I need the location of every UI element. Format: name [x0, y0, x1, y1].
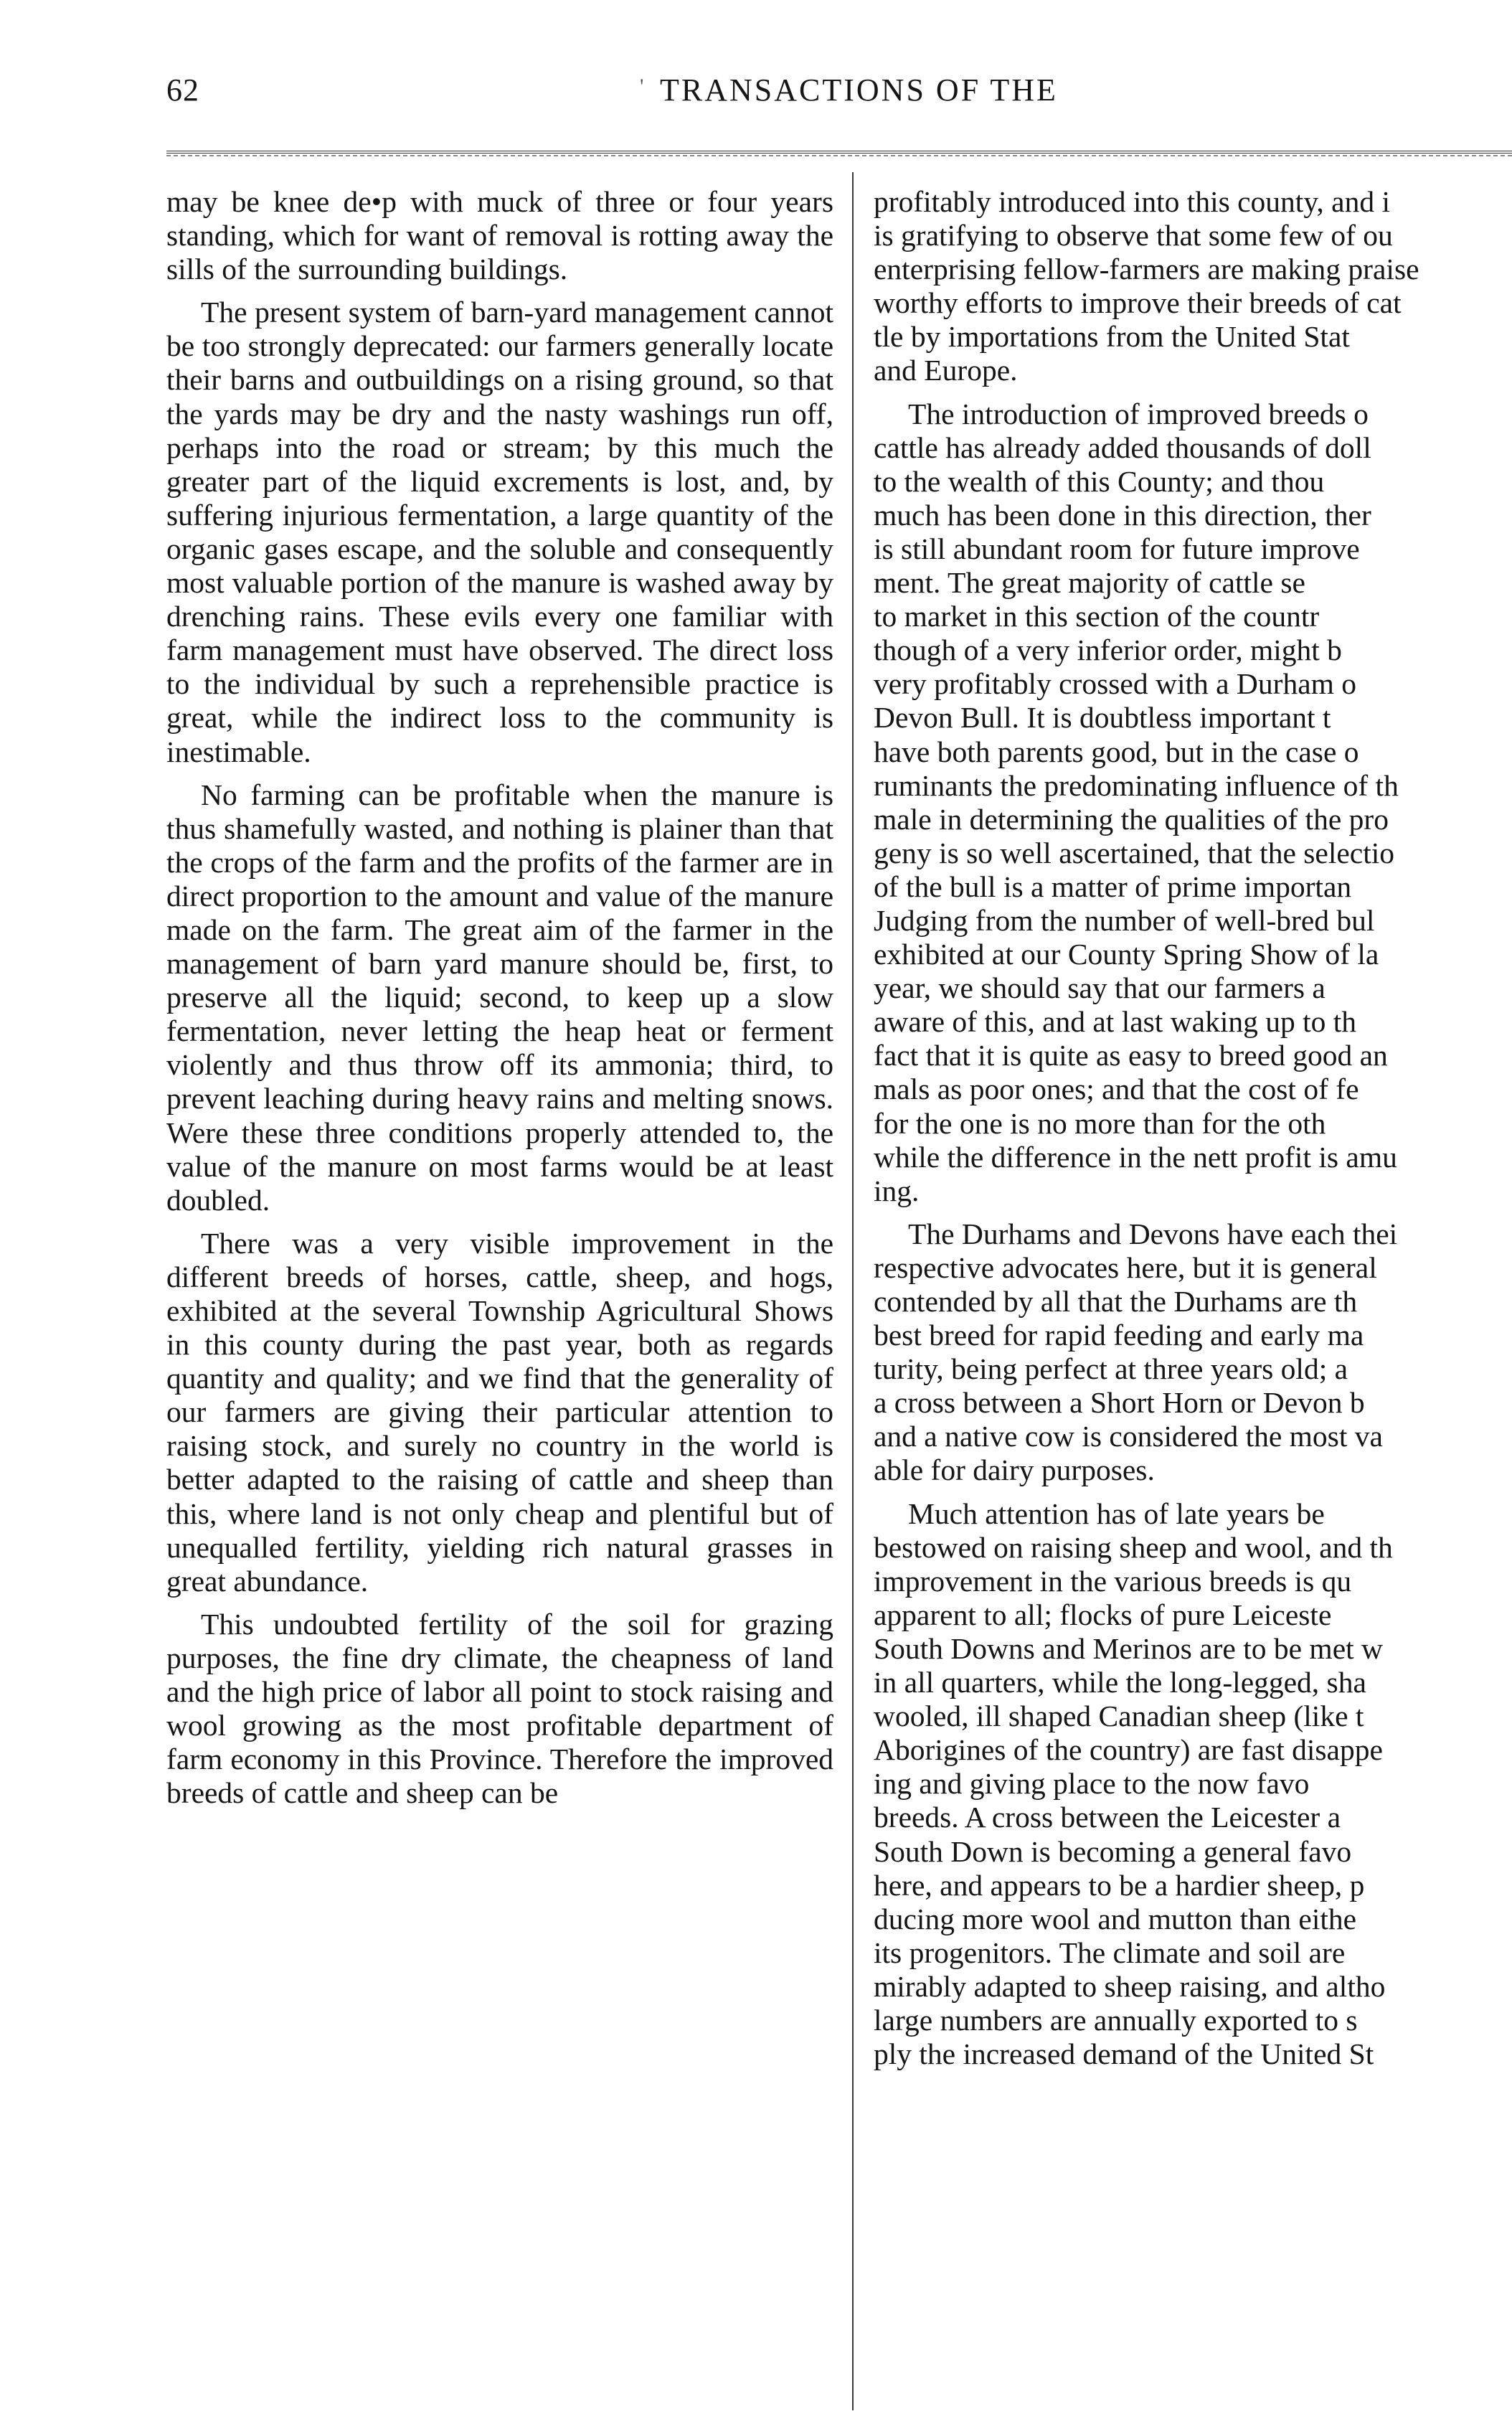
text-line: ruminants the predominating influence of th — [874, 768, 1399, 802]
column-divider — [852, 172, 854, 2410]
text-line: large numbers are annually exported to s — [874, 2003, 1358, 2037]
right-column — [874, 185, 1512, 2080]
text-line: ing and giving place to the now favo — [874, 1767, 1310, 1801]
paragraph: The present system of barn-yard management cannot be too strongly deprecated: our farmers generally locate their barns and outbuildings on a rising ground, so that the yards may be dry and the nasty washings run off, perhaps into the road or stream; by this much the greater part of the liquid excrements is lost, and, by suffering injurious fermentation, a large quantity of the organic gases escape, and the soluble and consequently most valuable portion of the manure is washed away by drenching rains. These evils every one familiar with farm management must have observed. The direct loss to the individual by such a reprehensible practice is great, while the indirect loss to the community is inestimable. — [166, 296, 833, 768]
text-line: very profitably crossed with a Durham o — [874, 667, 1357, 701]
running-head: TRANSACTIONS OF THE — [660, 72, 1058, 108]
text-line: wooled, ill shaped Canadian sheep (like t — [874, 1699, 1364, 1733]
text-line: profitably introduced into this county, and i — [874, 185, 1390, 218]
text-line: tle by importations from the United Stat — [874, 320, 1350, 354]
text-line: male in determining the qualities of the pro — [874, 802, 1389, 836]
text-line: South Down is becoming a general favo — [874, 1834, 1352, 1868]
text-line: bestowed on raising sheep and wool, and th — [874, 1530, 1393, 1564]
text-line: ducing more wool and mutton than eithe — [874, 1902, 1357, 1935]
paragraph — [874, 1497, 1512, 2072]
text-line: a cross between a Short Horn or Devon b — [874, 1386, 1365, 1420]
text-line: ing. — [874, 1174, 920, 1207]
text-line: contended by all that the Durhams are th — [874, 1285, 1358, 1318]
paragraph: This undoubted fertility of the soil for grazing purposes, the fine dry climate, the cheapness of land and the high price of labor all point to stock raising and wool growing as the most profitable department of farm economy in this Province. Therefore the improved breeds of cattle and sheep can be — [166, 1607, 833, 1810]
text-line: in all quarters, while the long-legged, sha — [874, 1666, 1366, 1699]
text-line: of the bull is a matter of prime importan — [874, 869, 1352, 903]
text-line: exhibited at our County Spring Show of la — [874, 938, 1379, 971]
text-line: to market in this section of the countr — [874, 600, 1320, 633]
paragraph — [874, 185, 1512, 388]
text-line: while the difference in the nett profit is amu — [874, 1140, 1397, 1174]
text-line: much has been done in this direction, ther — [874, 498, 1371, 532]
text-line: is still abundant room for future improve — [874, 532, 1360, 565]
text-line: year, we should say that our farmers a — [874, 971, 1326, 1005]
text-line: The introduction of improved breeds o — [908, 397, 1369, 430]
text-line: ment. The great majority of cattle se — [874, 566, 1305, 600]
text-line: and Europe. — [874, 354, 1018, 387]
text-line: Much attention has of late years be — [908, 1496, 1325, 1530]
text-line: able for dairy purposes. — [874, 1453, 1155, 1487]
text-line: is gratifying to observe that some few of ou — [874, 219, 1393, 253]
header-mark: ' — [640, 75, 644, 98]
page-number: 62 — [166, 72, 199, 108]
text-line: mals as poor ones; and that the cost of fe — [874, 1072, 1359, 1106]
paragraph: There was a very visible improvement in the different breeds of horses, cattle, sheep, and hogs, exhibited at the several Township Agricultural Shows in this county during the past year, both as regards quantity and quality; and we find that the generality of our farmers are giving their particular attention to raising stock, and surely no country in the world is better adapted to the raising of cattle and sheep than this, where land is not only cheap and plentiful but of unequalled fertility, yielding rich natural grasses in great abundance. — [166, 1226, 833, 1598]
text-line: and a native cow is considered the most va — [874, 1420, 1383, 1453]
text-line: improvement in the various breeds is qu — [874, 1564, 1352, 1598]
text-line: have both parents good, but in the case o — [874, 735, 1359, 768]
text-line: mirably adapted to sheep raising, and altho — [874, 1969, 1386, 2003]
text-line: for the one is no more than for the oth — [874, 1106, 1326, 1140]
text-line: fact that it is quite as easy to breed good an — [874, 1039, 1388, 1072]
text-line: aware of this, and at last waking up to th — [874, 1005, 1357, 1039]
paragraph — [874, 397, 1512, 1208]
text-line: to the wealth of this County; and thou — [874, 464, 1325, 498]
text-line: though of a very inferior order, might b — [874, 633, 1342, 667]
text-line: The Durhams and Devons have each thei — [908, 1217, 1398, 1250]
text-line: its progenitors. The climate and soil are — [874, 1935, 1346, 1969]
text-line: enterprising fellow-farmers are making praise — [874, 253, 1419, 286]
page-header — [166, 72, 1512, 115]
text-line: best breed for rapid feeding and early ma — [874, 1319, 1364, 1352]
text-line: here, and appears to be a hardier sheep, p — [874, 1868, 1365, 1902]
header-rule — [166, 151, 1512, 156]
text-line: geny is so well ascertained, that the selectio — [874, 836, 1395, 869]
text-line: worthy efforts to improve their breeds of cat — [874, 286, 1402, 320]
text-line: cattle has already added thousands of doll — [874, 430, 1371, 464]
text-line: Aborigines of the country) are fast disappe — [874, 1733, 1383, 1767]
text-line: breeds. A cross between the Leicester a — [874, 1801, 1341, 1834]
text-line: South Downs and Merinos are to be met w — [874, 1631, 1383, 1665]
text-line: turity, being perfect at three years old; a — [874, 1352, 1348, 1386]
text-line: respective advocates here, but it is general — [874, 1250, 1377, 1284]
text-line: Devon Bull. It is doubtless important t — [874, 701, 1331, 735]
text-line: Judging from the number of well-bred bul — [874, 903, 1375, 937]
left-column — [166, 185, 833, 1819]
paragraph: may be knee de•p with muck of three or four years standing, which for want of removal is rotting away the sills of the surrounding buildings. — [166, 185, 833, 286]
text-line: apparent to all; flocks of pure Leiceste — [874, 1598, 1332, 1631]
text-line: ply the increased demand of the United St — [874, 2037, 1374, 2071]
paragraph: No farming can be profitable when the manure is thus shamefully wasted, and nothing is plainer than that the crops of the farm and the profits of the farmer are in direct proportion to the amount and value of the manure made on the farm. The great aim of the farmer in the management of barn yard manure should be, first, to preserve all the liquid; second, to keep up a slow fermentation, never letting the heap heat or ferment violently and thus throw off its ammonia; third, to prevent leaching during heavy rains and melting snows. Were these three conditions properly attended to, the value of the manure on most farms would be at least doubled. — [166, 778, 834, 1217]
paragraph — [874, 1217, 1512, 1488]
